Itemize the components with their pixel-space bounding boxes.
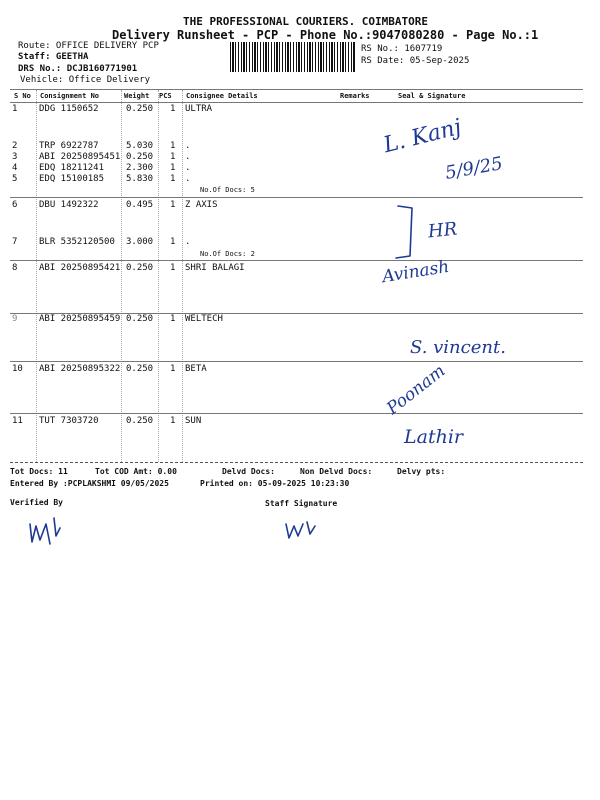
col-consignment: Consignment No	[40, 92, 100, 100]
route-label: Route: OFFICE DELIVERY PCP	[18, 41, 159, 51]
staff-label: Staff: GEETHA	[18, 52, 89, 62]
row-consignment: EDQ 18211241	[39, 163, 105, 173]
col-seal: Seal & Signature	[398, 92, 466, 100]
col-pcs: PCS	[159, 92, 172, 100]
row-sno: 8	[12, 263, 18, 273]
vehicle-label: Vehicle: Office Delivery	[20, 75, 151, 85]
handwritten-signature: Avinash	[380, 256, 451, 288]
table-top-rule	[10, 89, 583, 90]
non-delivered-docs: Non Delvd Docs:	[300, 467, 373, 476]
row-separator	[10, 361, 583, 362]
runsheet-title: Delivery Runsheet - PCP - Phone No.:9047080280 - Page No.:1	[112, 28, 539, 42]
row-pcs: 1	[170, 263, 176, 273]
row-weight: 0.250	[126, 364, 154, 374]
row-sno: 6	[12, 200, 18, 210]
row-sno: 7	[12, 237, 18, 247]
row-sno: 4	[12, 163, 18, 173]
printed-on: Printed on: 05-09-2025 10:23:30	[200, 479, 350, 488]
staff-signature-icon	[283, 516, 323, 544]
row-pcs: 1	[170, 364, 176, 374]
row-pcs: 1	[170, 174, 176, 184]
row-separator	[10, 413, 583, 414]
row-consignee: SHRI BALAGI	[185, 263, 245, 273]
row-consignment: ABI 20250895451	[39, 152, 121, 162]
row-weight: 0.495	[126, 200, 154, 210]
row-pcs: 1	[170, 200, 176, 210]
docs-count-note: No.Of Docs: 2	[200, 250, 255, 258]
row-pcs: 1	[170, 416, 176, 426]
row-pcs: 1	[170, 141, 176, 151]
col-remarks: Remarks	[340, 92, 370, 100]
row-consignee: SUN	[185, 416, 202, 426]
row-consignee: .	[185, 163, 191, 173]
row-consignee: BETA	[185, 364, 207, 374]
row-weight: 3.000	[126, 237, 154, 247]
row-weight: 5.030	[126, 141, 154, 151]
docs-count-note: No.Of Docs: 5	[200, 186, 255, 194]
row-sno: 1	[12, 104, 18, 114]
verified-signature-icon	[26, 514, 66, 550]
delivered-docs: Delvd Docs:	[222, 467, 275, 476]
row-consignee: .	[185, 237, 191, 247]
entered-by: Entered By :PCPLAKSHMI 09/05/2025	[10, 479, 169, 488]
handwritten-date: 5/9/25	[443, 153, 505, 184]
col-sno: S No	[14, 92, 31, 100]
row-consignee: .	[185, 141, 191, 151]
row-weight: 0.250	[126, 104, 154, 114]
signature-stroke-icon	[390, 198, 430, 268]
row-weight: 0.250	[126, 263, 154, 273]
column-divider	[36, 90, 37, 462]
drs-number: DRS No.: DCJB160771901	[18, 64, 138, 74]
row-consignment: TRP 6922787	[39, 141, 99, 151]
row-sno: 3	[12, 152, 18, 162]
row-consignee: .	[185, 174, 191, 184]
handwritten-signature: Poonam	[383, 361, 450, 419]
table-bottom-rule	[10, 462, 583, 463]
handwritten-signature: HR	[426, 218, 459, 243]
row-sno: 10	[12, 364, 23, 374]
row-pcs: 1	[170, 104, 176, 114]
row-consignee: WELTECH	[185, 314, 223, 324]
row-separator	[10, 197, 583, 198]
row-sno: 5	[12, 174, 18, 184]
row-weight: 0.250	[126, 314, 154, 324]
handwritten-signature: S. vincent.	[410, 337, 506, 358]
row-pcs: 1	[170, 314, 176, 324]
row-consignment: ABI 20250895459	[39, 314, 121, 324]
delivery-points: Delvy pts:	[397, 467, 446, 476]
row-consignment: DDG 1150652	[39, 104, 99, 114]
row-consignee: .	[185, 152, 191, 162]
company-name: THE PROFESSIONAL COURIERS. COIMBATORE	[183, 15, 429, 28]
row-sno: 11	[12, 416, 23, 426]
row-weight: 5.830	[126, 174, 154, 184]
handwritten-signature: L. Kanj	[381, 114, 464, 159]
row-sno: 2	[12, 141, 18, 151]
row-weight: 2.300	[126, 163, 154, 173]
staff-signature-label: Staff Signature	[265, 499, 338, 508]
row-pcs: 1	[170, 163, 176, 173]
row-weight: 0.250	[126, 152, 154, 162]
row-consignment: ABI 20250895322	[39, 364, 121, 374]
col-consignee: Consignee Details	[186, 92, 258, 100]
row-consignment: ABI 20250895421	[39, 263, 121, 273]
column-divider	[158, 90, 159, 462]
row-sno: 9	[12, 314, 18, 324]
row-consignment: DBU 1492322	[39, 200, 99, 210]
handwritten-signature: Lathir	[404, 426, 463, 448]
row-consignment: TUT 7303720	[39, 416, 99, 426]
row-consignment: EDQ 15100185	[39, 174, 105, 184]
rs-number: RS No.: 1607719	[361, 44, 443, 54]
verified-by-label: Verified By	[10, 498, 63, 507]
barcode	[230, 42, 355, 72]
row-pcs: 1	[170, 152, 176, 162]
row-consignee: ULTRA	[185, 104, 213, 114]
row-separator	[10, 260, 583, 261]
column-divider	[121, 90, 122, 462]
row-consignee: Z AXIS	[185, 200, 218, 210]
row-pcs: 1	[170, 237, 176, 247]
table-header-rule	[10, 102, 583, 103]
rs-date: RS Date: 05-Sep-2025	[361, 56, 470, 66]
col-weight: Weight	[124, 92, 150, 100]
total-cod-amount: Tot COD Amt: 0.00	[95, 467, 177, 476]
column-divider	[182, 90, 183, 462]
total-docs: Tot Docs: 11	[10, 467, 68, 476]
row-weight: 0.250	[126, 416, 154, 426]
row-consignment: BLR 5352120500	[39, 237, 115, 247]
